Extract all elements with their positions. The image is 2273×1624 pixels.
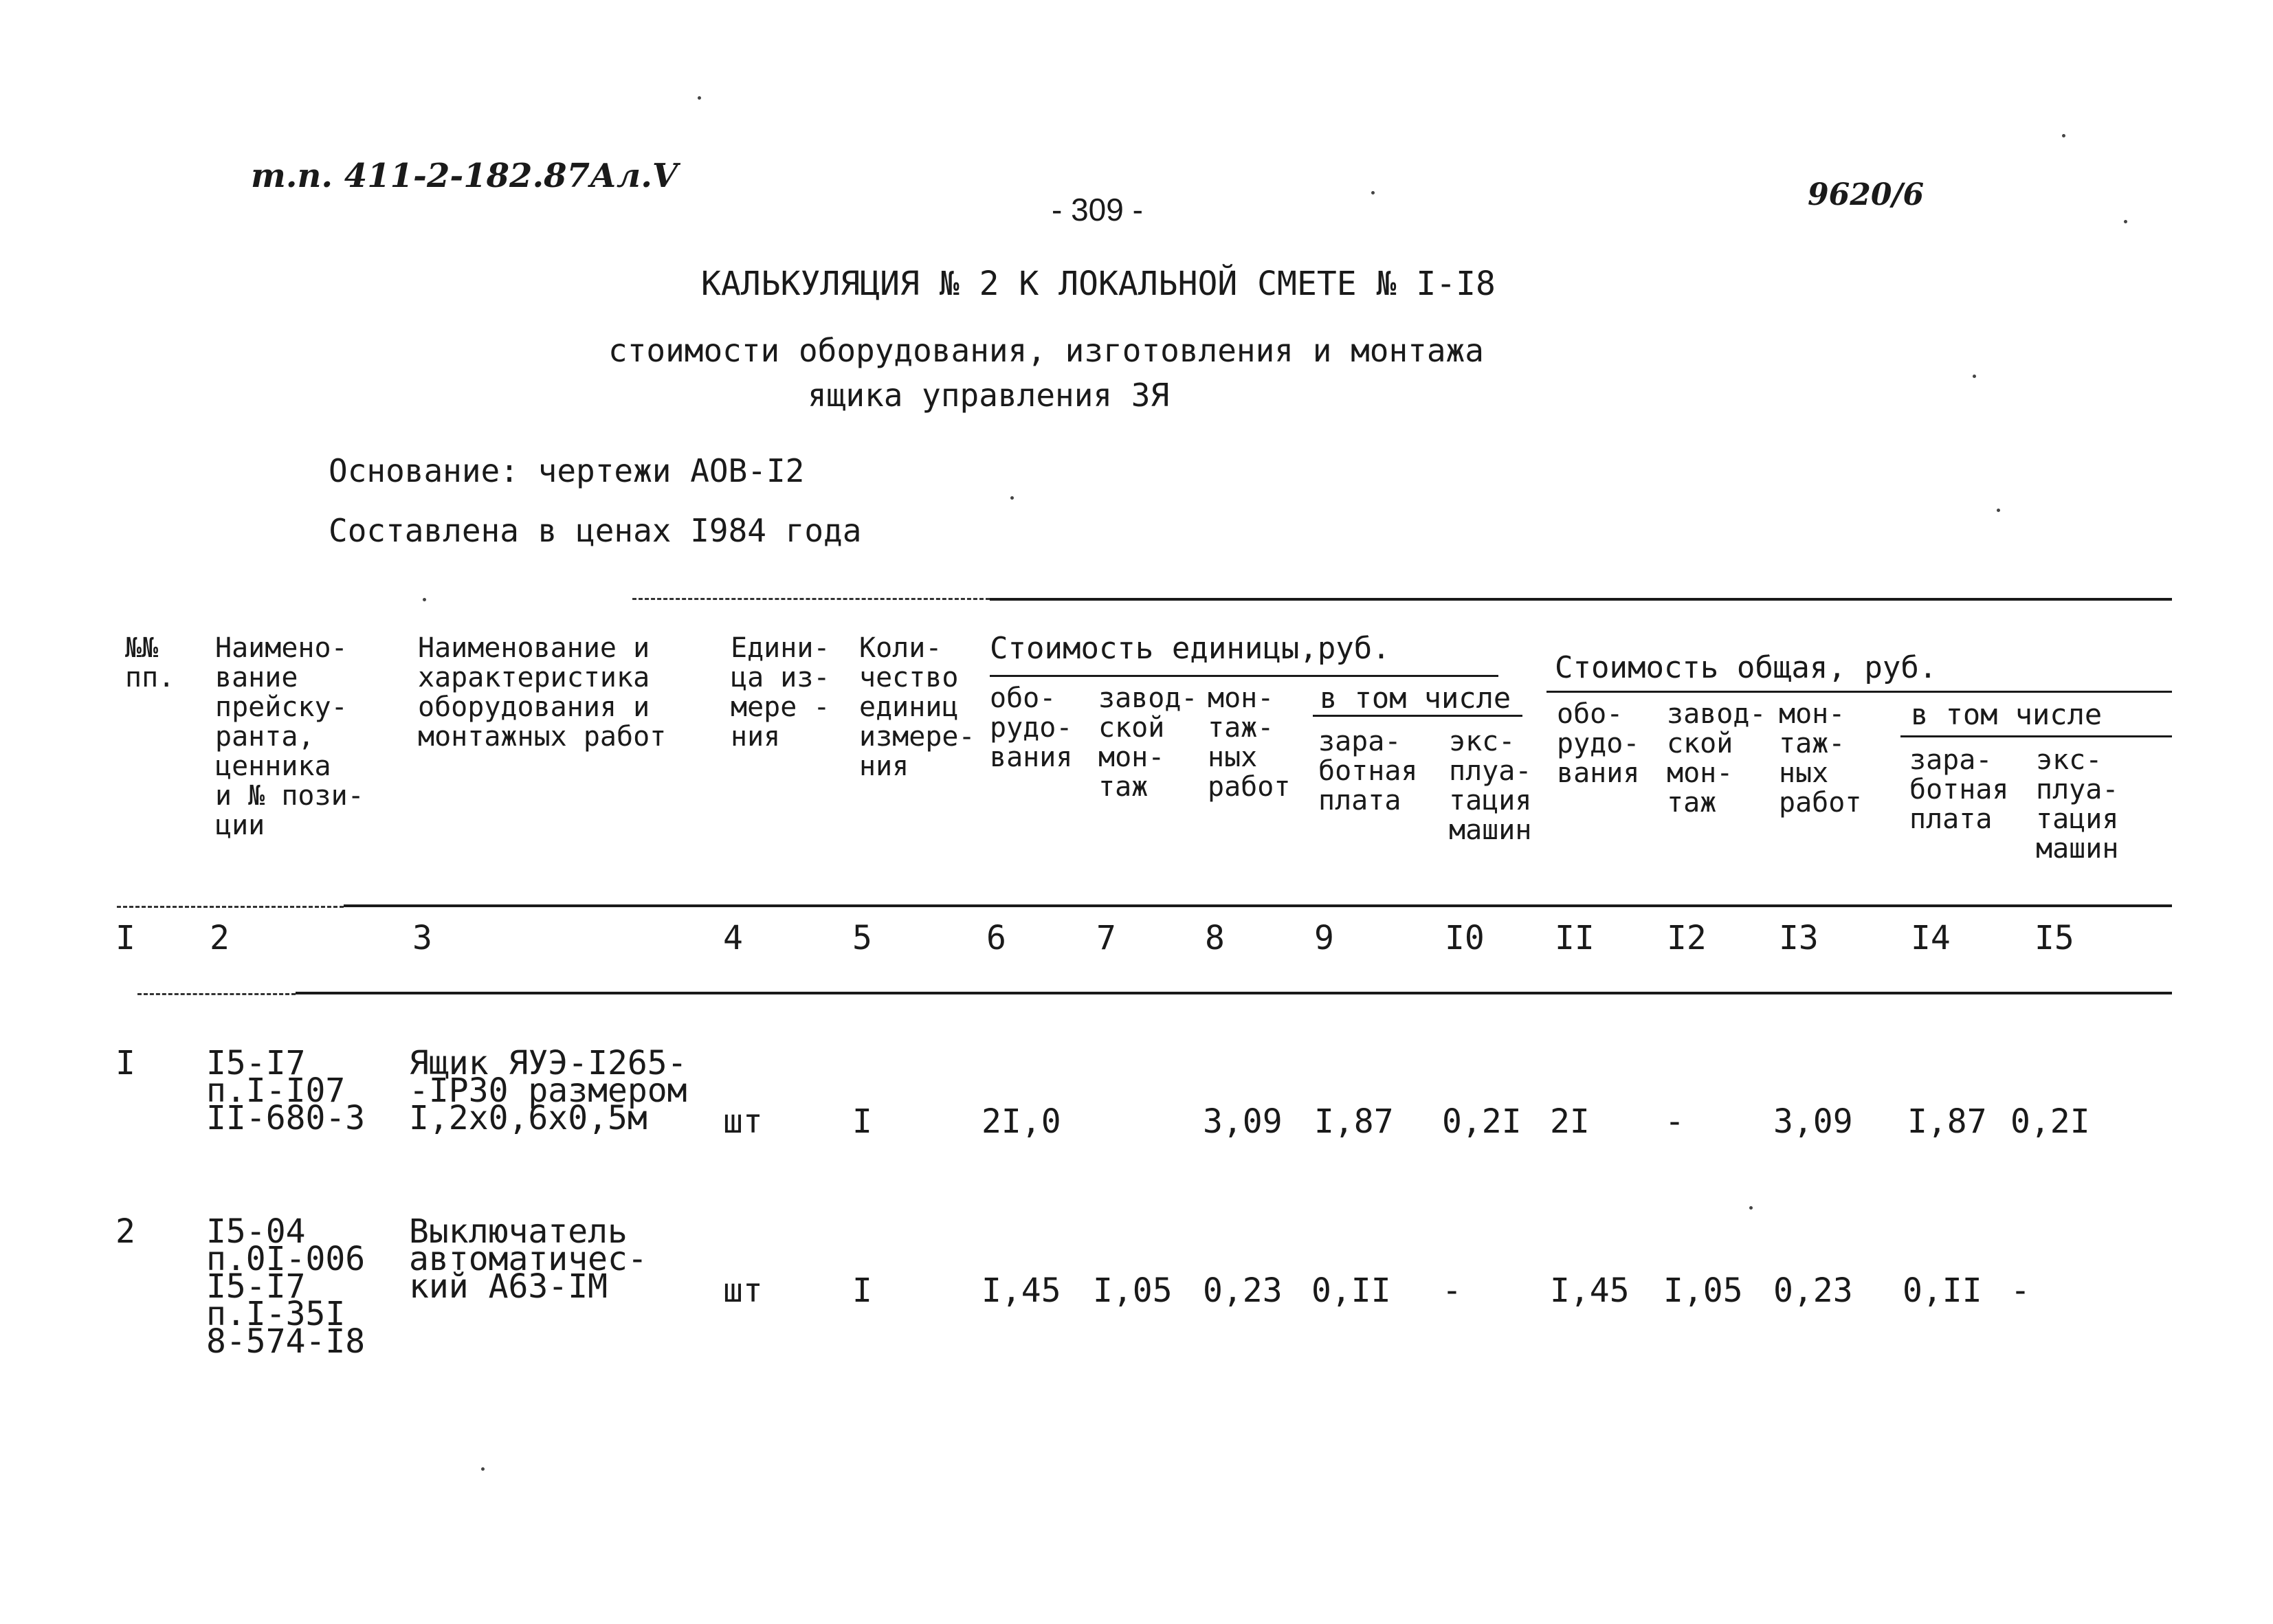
column-number: 6 [986,919,1006,957]
column-number: 3 [412,919,432,957]
total-installation-cost: 3,09 [1773,1102,1853,1141]
total-factory-assembly-cost: - [1665,1102,1685,1141]
column-number: 8 [1205,919,1225,957]
header-unit-machine-operation: экс- плуа- тация машин [1449,726,1532,846]
unit-factory-assembly-cost: I,05 [1093,1271,1173,1310]
scan-speck [1997,509,2000,512]
header-top-rule-dashed [632,598,990,600]
item-description: Выключатель автоматичес- кий А63-IМ [409,1212,647,1306]
total-machine-cost: - [2010,1271,2030,1310]
pricelist-code: I5-04 п.0I-006 I5-I7 п.I-35I 8-574-I8 [206,1212,366,1361]
scan-speck [1371,191,1375,194]
header-unit-equipment: обо- рудо- вания [990,682,1073,773]
header-item-description: Наименование и характеристика оборудования и монтажных работ [418,632,667,753]
header-bottom-rule-dashed [117,906,344,908]
header-unit: Едини- ца из- мере - ния [731,632,830,753]
header-quantity: Коли- чество единиц измере- ния [859,632,975,782]
header-pricelist-name: Наимено- вание прейску- ранта, ценника и № пози- ции [215,632,364,841]
scan-speck [423,598,426,601]
column-number: I5 [2034,919,2074,957]
price-base-note: Составлена в ценах I984 года [329,512,862,549]
header-total-equipment: обо- рудо- вания [1557,698,1640,789]
basis-note: Основание: чертежи АОВ-I2 [329,452,805,489]
handwritten-project-code: т.п. 411-2-182.87Ал.V [251,157,678,195]
column-number: I4 [1911,919,1951,957]
header-total-cost-subgroup: в том числе [1911,698,2103,731]
header-total-installation: мон- таж- ных работ [1779,698,1862,819]
scan-speck [1749,1206,1753,1210]
item-description: Ящик ЯУЭ-I265- -IP30 размером I,2x0,6x0,5м [409,1044,687,1137]
unit-wage-cost: I,87 [1314,1102,1394,1141]
unit: шт [723,1271,763,1310]
page-number: - 309 - [1052,192,1143,227]
header-unit-installation: мон- таж- ных работ [1208,682,1291,803]
column-number: 2 [210,919,230,957]
column-number: I [115,919,135,957]
total-equipment-cost: 2I [1550,1102,1590,1141]
quantity: I [852,1102,872,1141]
column-number: I2 [1667,919,1707,957]
scan-speck [698,96,701,100]
total-wage-cost: I,87 [1907,1102,1987,1141]
unit-equipment-cost: I,45 [982,1271,1061,1310]
unit: шт [723,1102,763,1141]
unit-installation-cost: 0,23 [1203,1271,1283,1310]
total-sub-rule [1900,735,2172,737]
scan-speck [1010,496,1014,500]
column-number: 9 [1314,919,1334,957]
scan-speck [1973,375,1976,378]
header-unit-cost-subgroup: в том числе [1320,681,1511,715]
total-factory-assembly-cost: I,05 [1663,1271,1743,1310]
header-total-wage: зара- ботная плата [1909,744,2009,835]
header-row-number: №№ пп. [125,632,175,693]
pricelist-code: I5-I7 п.I-I07 II-680-3 [206,1044,366,1137]
unit-machine-cost: 0,2I [1442,1102,1522,1141]
header-unit-cost-group: Стоимость единицы,руб. [990,631,1390,666]
unit-equipment-cost: 2I,0 [982,1102,1061,1141]
total-equipment-cost: I,45 [1550,1271,1630,1310]
document-subtitle-line2: ящика управления 3Я [808,377,1170,414]
total-machine-cost: 0,2I [2010,1102,2090,1141]
row-number: 2 [115,1212,135,1251]
unit-wage-cost: 0,II [1311,1271,1391,1310]
column-number: I3 [1779,919,1819,957]
header-bottom-rule [344,904,2172,907]
header-unit-factory-assembly: завод- ской мон- таж [1098,682,1198,803]
header-unit-wage: зара- ботная плата [1318,726,1418,816]
handwritten-archive-number: 9620/6 [1808,177,1925,212]
unit-machine-cost: - [1442,1271,1462,1310]
header-top-rule [990,598,2172,601]
numbers-bottom-rule [296,992,2172,994]
unit-group-rule [990,675,1498,677]
column-number: I0 [1445,919,1485,957]
unit-sub-rule [1313,715,1522,717]
total-group-rule [1546,691,2172,693]
total-wage-cost: 0,II [1903,1271,1982,1310]
column-number: 5 [852,919,872,957]
column-number: 7 [1096,919,1116,957]
header-total-machine-operation: экс- плуа- тация машин [2036,744,2119,865]
numbers-bottom-rule-dashed [137,993,296,995]
column-number: II [1555,919,1595,957]
document-subtitle: стоимости оборудования, изготовления и монтажа [608,332,1484,369]
quantity: I [852,1271,872,1310]
row-number: I [115,1044,135,1082]
scan-speck [2062,134,2065,137]
column-number: 4 [723,919,743,957]
unit-installation-cost: 3,09 [1203,1102,1283,1141]
document-title: КАЛЬКУЛЯЦИЯ № 2 К ЛОКАЛЬНОЙ СМЕТЕ № I-I8 [701,265,1496,303]
scan-speck [481,1467,485,1471]
scan-speck [2124,220,2127,223]
total-installation-cost: 0,23 [1773,1271,1853,1310]
header-total-cost-group: Стоимость общая, руб. [1555,650,1938,685]
header-total-factory-assembly: завод- ской мон- таж [1667,698,1766,819]
